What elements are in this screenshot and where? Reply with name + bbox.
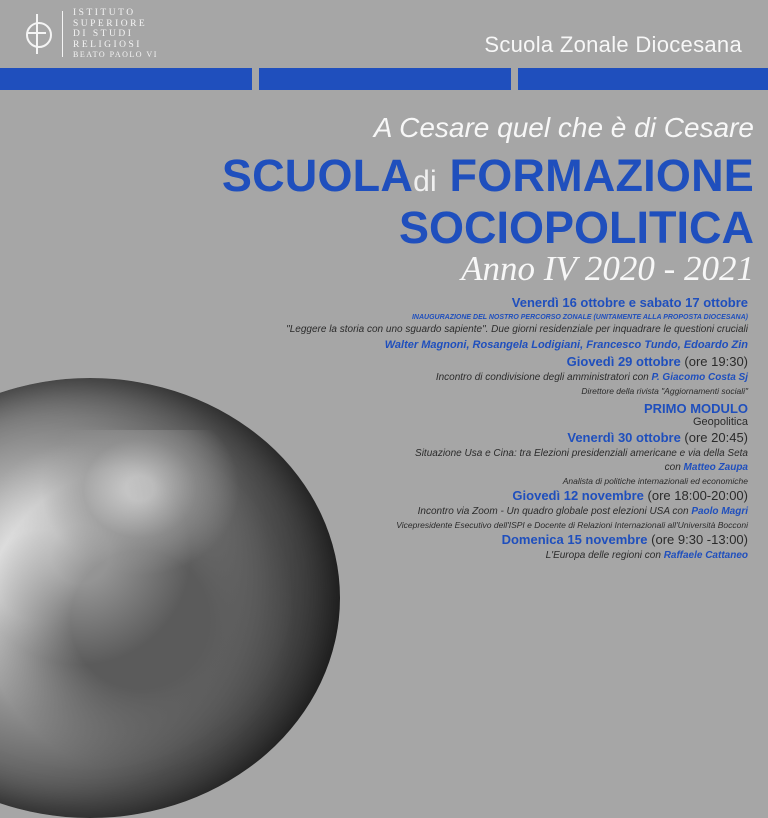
event-description: Situazione Usa e Cina: tra Elezioni presidenziali americane e via della Seta bbox=[415, 448, 748, 459]
year-label: Anno IV 2020 - 2021 bbox=[461, 249, 754, 288]
blue-bar bbox=[0, 68, 252, 90]
title-di: di bbox=[413, 165, 437, 198]
with-text: con bbox=[664, 462, 684, 473]
date-text: Giovedì 29 ottobre bbox=[566, 354, 681, 369]
logo-cross-icon bbox=[24, 12, 52, 56]
desc-text: Incontro via Zoom - Un quadro globale post elezioni USA con bbox=[417, 506, 692, 517]
desc-text: Incontro di condivisione degli amministratori con bbox=[435, 372, 652, 383]
logo-line: BEATO PAOLO VI bbox=[73, 50, 158, 59]
event-date: Venerdì 16 ottobre e sabato 17 ottobre bbox=[511, 295, 748, 310]
logo-text bbox=[73, 8, 158, 61]
program-list bbox=[278, 294, 748, 563]
speaker-name: Matteo Zaupa bbox=[683, 462, 748, 473]
speaker-role: Analista di politiche internazionali ed economiche bbox=[562, 476, 748, 486]
speaker-name: Raffaele Cattaneo bbox=[663, 550, 748, 561]
blue-bar bbox=[259, 68, 511, 90]
event-date bbox=[278, 487, 748, 505]
logo-line: RELIGIOSI bbox=[73, 39, 142, 50]
logo-divider bbox=[62, 11, 63, 57]
event-speaker-line bbox=[278, 461, 748, 475]
speaker-name: P. Giacomo Costa Sj bbox=[651, 372, 748, 383]
coin-highlight bbox=[40, 430, 240, 576]
desc-text: L'Europa delle regioni con bbox=[545, 550, 664, 561]
time-text: (ore 19:30) bbox=[680, 354, 748, 369]
date-text: Domenica 15 novembre bbox=[501, 532, 648, 547]
logo-line: DI STUDI bbox=[73, 29, 134, 39]
time-text: (ore 18:00-20:00) bbox=[643, 488, 748, 503]
title-word: SCUOLA bbox=[221, 150, 414, 201]
event-date bbox=[278, 353, 748, 371]
event-description: "Leggere la storia con uno sguardo sapiente". Due giorni residenziale per inquadrare le questioni cruciali bbox=[286, 324, 748, 335]
event-caption: INAUGURAZIONE DEL NOSTRO PERCORSO ZONALE (UNITAMENTE ALLA PROPOSTA DIOCESANA) bbox=[411, 314, 748, 321]
logo-line: ISTITUTO bbox=[73, 8, 136, 18]
date-text: Giovedì 12 novembre bbox=[512, 488, 644, 503]
time-text: (ore 9:30 -13:00) bbox=[647, 532, 748, 547]
event-description bbox=[278, 549, 748, 563]
blue-bar bbox=[518, 68, 768, 90]
title-word: FORMAZIONE bbox=[449, 150, 754, 201]
main-title-line1 bbox=[222, 150, 754, 202]
header-title: Scuola Zonale Diocesana bbox=[484, 32, 742, 57]
module-subtitle: Geopolitica bbox=[692, 416, 748, 428]
speaker-name: Paolo Magri bbox=[691, 506, 748, 517]
title-space bbox=[437, 150, 450, 201]
event-speakers: Walter Magnoni, Rosangela Lodigiani, Francesco Tundo, Edoardo Zin bbox=[384, 339, 748, 351]
speaker-role: Vicepresidente Esecutivo dell'ISPI e Docente di Relazioni Internazionali all'Università Bocconi bbox=[396, 520, 748, 530]
motto: A Cesare quel che è di Cesare bbox=[373, 112, 754, 143]
module-title: PRIMO MODULO bbox=[644, 401, 748, 416]
event-date bbox=[278, 531, 748, 549]
logo-line: SUPERIORE bbox=[73, 18, 148, 29]
institute-logo bbox=[24, 8, 158, 61]
time-text: (ore 20:45) bbox=[680, 430, 748, 445]
event-date bbox=[278, 429, 748, 447]
speaker-role: Direttore della rivista "Aggiornamenti sociali" bbox=[581, 386, 748, 396]
blue-bars bbox=[0, 68, 768, 90]
event-description bbox=[278, 505, 748, 519]
main-title-line2: SOCIOPOLITICA bbox=[398, 202, 754, 253]
date-text: Venerdì 30 ottobre bbox=[567, 430, 681, 445]
event-description bbox=[278, 371, 748, 385]
